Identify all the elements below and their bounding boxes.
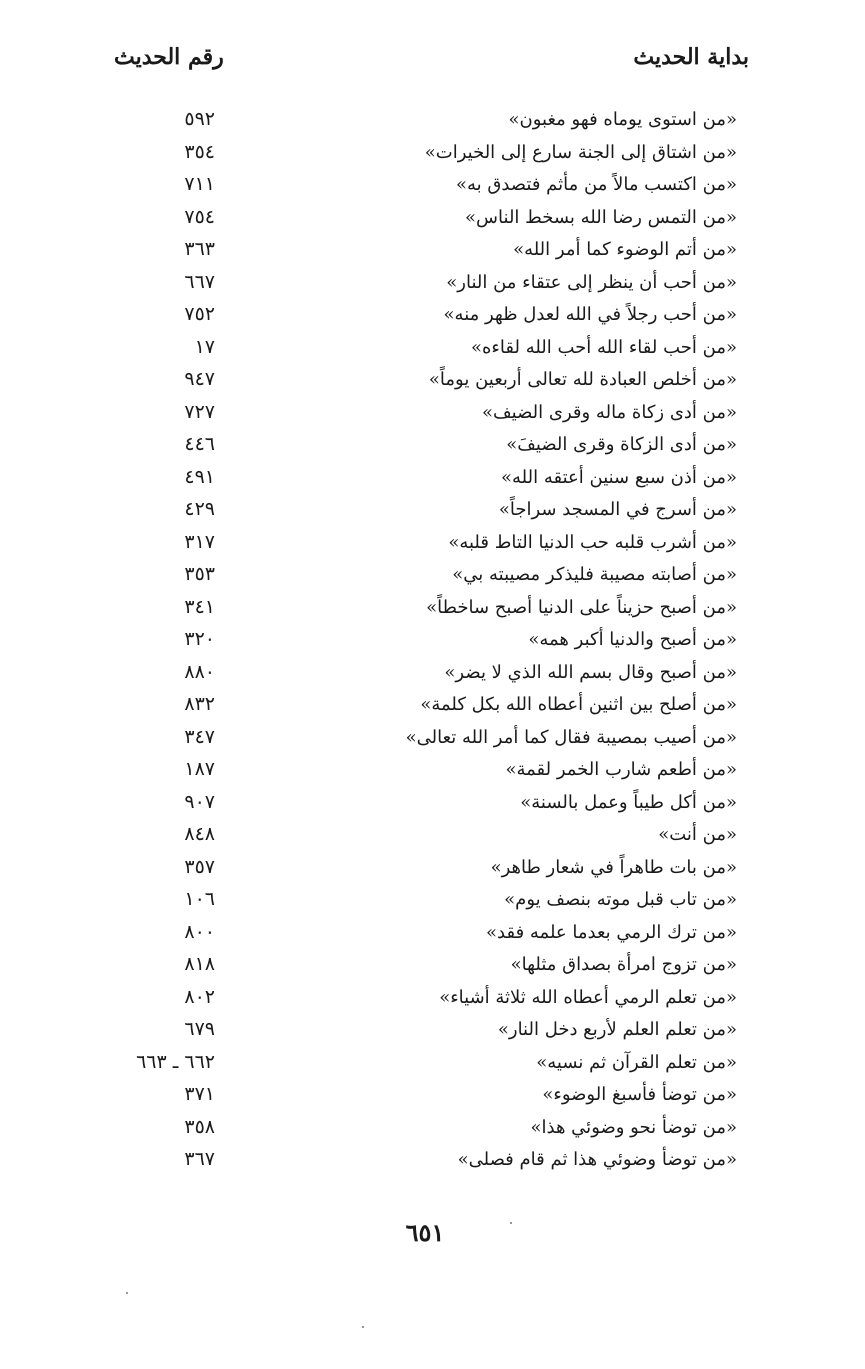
index-entry: [0, 106, 865, 139]
index-entry: [0, 984, 865, 1017]
index-entry: [0, 1016, 865, 1049]
hadith-number: ٣٥٧: [184, 855, 215, 878]
scan-speck: [126, 1292, 128, 1294]
hadith-beginning: «من تعلم الرمي أعطاه الله ثلاثة أشياء»: [439, 986, 737, 1008]
hadith-number: ٦٧٩: [184, 1018, 215, 1040]
hadith-number: ٨٠٠: [184, 920, 215, 943]
hadith-number: ٣١٧: [184, 530, 215, 553]
index-entry: [0, 854, 865, 887]
hadith-beginning: «من أصابته مصيبة فليذكر مصيبته بي»: [452, 564, 737, 585]
index-entry: [0, 724, 865, 757]
hadith-beginning: «من أحب لقاء الله أحب الله لقاءه»: [470, 336, 737, 358]
index-entry: [0, 529, 865, 562]
hadith-beginning: «من اشتاق إلى الجنة سارع إلى الخيرات»: [424, 141, 737, 163]
index-entry: [0, 821, 865, 854]
index-entry: [0, 1146, 865, 1179]
index-list: [0, 106, 865, 1179]
column-header-hadith-start: بداية الحديث: [633, 44, 749, 70]
hadith-beginning: «من أتم الوضوء كما أمر الله»: [513, 239, 737, 260]
index-entry: [0, 756, 865, 789]
hadith-number: ٧٥٢: [184, 303, 215, 325]
hadith-beginning: «من أصبح والدنيا أكبر همه»: [528, 629, 737, 650]
hadith-number: ٨٨٠: [184, 660, 215, 683]
hadith-beginning: «من أصبح حزيناً على الدنيا أصبح ساخطاً»: [426, 596, 737, 618]
hadith-number: ٤٢٩: [184, 498, 215, 520]
hadith-number: ٦٦٢ ـ ٦٦٣: [136, 1050, 215, 1073]
hadith-number: ٣٥٤: [184, 140, 215, 163]
index-entry: [0, 951, 865, 984]
hadith-beginning: «من أصبح وقال بسم الله الذي لا يضر»: [444, 661, 737, 683]
column-header-hadith-number: رقم الحديث: [114, 44, 224, 70]
index-entry: [0, 269, 865, 302]
scan-speck: [362, 1326, 364, 1328]
page-number: ٦٥١: [405, 1218, 445, 1247]
scan-speck: [510, 1222, 512, 1224]
hadith-number: ٦٦٧: [184, 270, 215, 293]
hadith-number: ٧٢٧: [184, 400, 215, 423]
hadith-number: ٣٦٣: [184, 238, 215, 260]
hadith-beginning: «من أحب رجلاً في الله لعدل ظهر منه»: [443, 304, 737, 325]
hadith-number: ١٠٦: [184, 888, 215, 910]
hadith-number: ٣٢٠: [184, 628, 215, 650]
index-entry: [0, 789, 865, 822]
hadith-beginning: «من أصلح بين اثنين أعطاه الله بكل كلمة»: [420, 694, 737, 715]
index-entry: [0, 1049, 865, 1082]
hadith-number: ٤٩١: [184, 465, 215, 488]
hadith-number: ١٨٧: [184, 758, 215, 780]
index-entry: [0, 301, 865, 334]
hadith-beginning: «من أذن سبع سنين أعتقه الله»: [501, 466, 737, 488]
hadith-number: ٣٧١: [184, 1083, 215, 1105]
hadith-number: ٨٣٢: [184, 693, 215, 715]
index-entry: [0, 886, 865, 919]
hadith-beginning: «من أنت»: [658, 824, 737, 845]
hadith-beginning: «من تزوج امرأة بصداق مثلها»: [510, 954, 737, 975]
index-entry: [0, 691, 865, 724]
index-entry: [0, 1114, 865, 1147]
hadith-beginning: «من أكل طيباً وعمل بالسنة»: [520, 791, 737, 813]
hadith-beginning: «من أصيب بمصيبة فقال كما أمر الله تعالى»: [405, 726, 737, 748]
index-entry: [0, 594, 865, 627]
index-entry: [0, 919, 865, 952]
hadith-number: ٣٥٣: [184, 563, 215, 585]
index-entry: [0, 431, 865, 464]
hadith-beginning: «من تعلم العلم لأربع دخل النار»: [497, 1019, 737, 1040]
hadith-beginning: «من استوى يوماه فهو مغبون»: [508, 109, 737, 130]
hadith-number: ٨٠٢: [184, 985, 215, 1008]
hadith-number: ٣٤١: [184, 595, 215, 618]
hadith-number: ٧١١: [184, 173, 215, 195]
hadith-beginning: «من تاب قبل موته بنصف يوم»: [504, 889, 737, 910]
hadith-number: ٩٤٧: [184, 368, 215, 390]
index-entry: [0, 204, 865, 237]
hadith-beginning: «من بات طاهراً في شعار طاهر»: [490, 856, 737, 878]
hadith-beginning: «من اكتسب مالاً من مأثم فتصدق به»: [455, 174, 737, 195]
index-entry: [0, 464, 865, 497]
hadith-number: ٣٥٨: [184, 1115, 215, 1138]
index-entry: [0, 561, 865, 594]
hadith-beginning: «من أشرب قلبه حب الدنيا التاط قلبه»: [448, 531, 737, 553]
hadith-number: ٧٥٤: [184, 205, 215, 228]
hadith-beginning: «من أدى الزكاة وقرى الضيفَ»: [506, 434, 737, 455]
hadith-beginning: «من أطعم شارب الخمر لقمة»: [505, 759, 737, 780]
index-entry: [0, 366, 865, 399]
hadith-beginning: «من ترك الرمي بعدما علمه فقد»: [486, 921, 737, 943]
hadith-number: ٩٠٧: [184, 790, 215, 813]
hadith-number: ٨١٨: [184, 953, 215, 975]
hadith-beginning: «من أدى زكاة ماله وقرى الضيف»: [482, 401, 737, 423]
hadith-beginning: «من أخلص العبادة لله تعالى أربعين يوماً»: [428, 369, 737, 390]
index-entry: [0, 626, 865, 659]
hadith-beginning: «من توضأ فأسبغ الوضوء»: [542, 1084, 737, 1105]
hadith-number: ٨٤٨: [184, 823, 215, 845]
index-entry: [0, 171, 865, 204]
hadith-beginning: «من توضأ وضوئي هذا ثم قام فصلى»: [457, 1149, 737, 1170]
index-entry: [0, 496, 865, 529]
hadith-beginning: «من تعلم القرآن ثم نسيه»: [536, 1051, 737, 1073]
index-entry: [0, 139, 865, 172]
hadith-beginning: «من أسرج في المسجد سراجاً»: [498, 499, 737, 520]
hadith-number: ٣٦٧: [184, 1148, 215, 1170]
index-entry: [0, 236, 865, 269]
hadith-beginning: «من توضأ نحو وضوئي هذا»: [530, 1116, 737, 1138]
index-entry: [0, 334, 865, 367]
hadith-number: ٤٤٦: [184, 433, 215, 455]
index-entry: [0, 659, 865, 692]
hadith-beginning: «من أحب أن ينظر إلى عتقاء من النار»: [446, 271, 737, 293]
hadith-number: ١٧: [194, 335, 215, 358]
index-entry: [0, 399, 865, 432]
hadith-number: ٥٩٢: [184, 108, 215, 130]
hadith-number: ٣٤٧: [184, 725, 215, 748]
index-entry: [0, 1081, 865, 1114]
hadith-beginning: «من التمس رضا الله بسخط الناس»: [465, 206, 737, 228]
